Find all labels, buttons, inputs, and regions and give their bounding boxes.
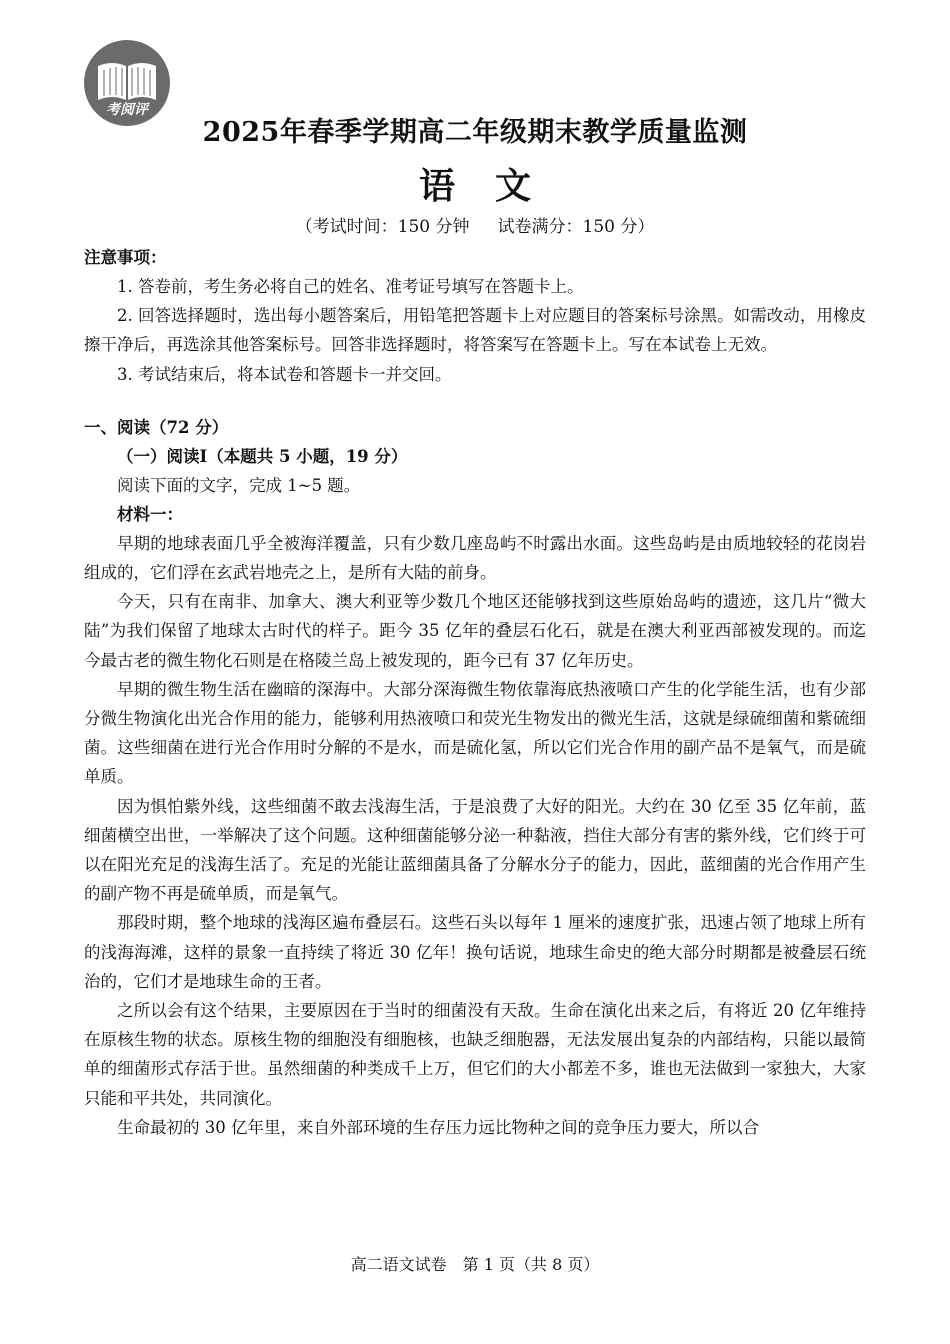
note-item: 2. 回答选择题时，选出每小题答案后，用铅笔把答题卡上对应题目的答案标号涂黑。如需改动，用橡皮擦干净后，再选涂其他答案标号。回答非选择题时，将答案写在答题卡上。写在本试卷上无效。 [84,306,866,355]
paragraph: 生命最初的 30 亿年里，来自外部环境的生存压力远比物种之间的竞争压力要大，所以合 [117,1117,759,1137]
subject-title: 语文 [418,165,571,207]
paragraph: 之所以会有这个结果，主要原因在于当时的细菌没有天敌。生命在演化出来之后，有将近 20 亿年维持在原核生物的状态。原核生物的细胞没有细胞核，也缺乏细胞器，无法发展出复杂的内部结构，只能以最简单的细菌形式存活于世。虽然细菌的种类成千上万，但它们的大小都差不多，谁也无法做到一家独大，大家只能和平共处，共同演化。 [84,1001,866,1108]
exam-title: 2025年春季学期高二年级期末教学质量监测 [202,117,748,148]
paragraph: 今天，只有在南非、加拿大、澳大利亚等少数几个地区还能够找到这些原始岛屿的遗迹，这几片“微大陆”为我们保留了地球太古时代的样子。距今 35 亿年的叠层石化石，就是在澳大利亚西部被发现的。而迄今最古老的微生物化石则是在格陵兰岛上被发现的，距今已有 37 亿年历史。 [84,592,866,670]
content [84,243,866,1142]
section-instruction: 阅读下面的文字，完成 1~5 题。 [117,475,361,495]
exam-info [0,212,950,237]
paragraph: 因为惧怕紫外线，这些细菌不敢去浅海生活，于是浪费了大好的阳光。大约在 30 亿至 35 亿年前，蓝细菌横空出世，一举解决了这个问题。这种细菌能够分泌一种黏液，挡住大部分有害的紫外线，它们终于可以在阳光充足的浅海生活了。充足的光能让蓝细菌具备了分解水分子的能力，因此，蓝细菌的光合作用产生的副产物不再是硫单质，而是氧气。 [84,796,866,904]
notes-heading: 注意事项： [84,248,167,267]
note-item: 1. 答卷前，考生务必将自己的姓名、准考证号填写在答题卡上。 [117,277,584,296]
page-footer: 高二语文试卷 第 1 页（共 8 页） [350,1255,600,1274]
exam-time: （考试时间：150 分钟 [295,217,470,237]
paragraph: 早期的地球表面几乎全被海洋覆盖，只有少数几座岛屿不时露出水面。这些岛屿是由质地较轻的花岗岩组成的，它们浮在玄武岩地壳之上，是所有大陆的前身。 [84,533,866,583]
note-item: 3. 考试结束后，将本试卷和答题卡一并交回。 [117,364,452,384]
spacer [84,389,866,413]
material-label: 材料一： [117,504,183,524]
section-subtitle: （一）阅读I（本题共 5 小题，19 分） [117,446,408,466]
logo-text: 考阅评 [106,102,148,118]
section-title: 一、阅读（72 分） [84,417,229,437]
paragraph: 早期的微生物生活在幽暗的深海中。大部分深海微生物依靠海底热液喷口产生的化学能生活，也有少部分微生物演化出光合作用的能力，能够利用热液喷口和荧光生物发出的微光生活，这就是绿硫细菌和紫硫细菌。这些细菌在进行光合作用时分解的不是水，而是硫化氢，所以它们光合作用的副产品不是氧气，而是硫单质。 [84,679,866,787]
exam-score: 试卷满分：150 分） [497,217,655,237]
paragraph: 那段时期，整个地球的浅海区遍布叠层石。这些石头以每年 1 厘米的速度扩张，迅速占领了地球上所有的浅海海滩，这样的景象一直持续了将近 30 亿年！换句话说，地球生命史的绝大部分时期都是被叠层石统治的，它们才是地球生命的王者。 [84,913,866,991]
